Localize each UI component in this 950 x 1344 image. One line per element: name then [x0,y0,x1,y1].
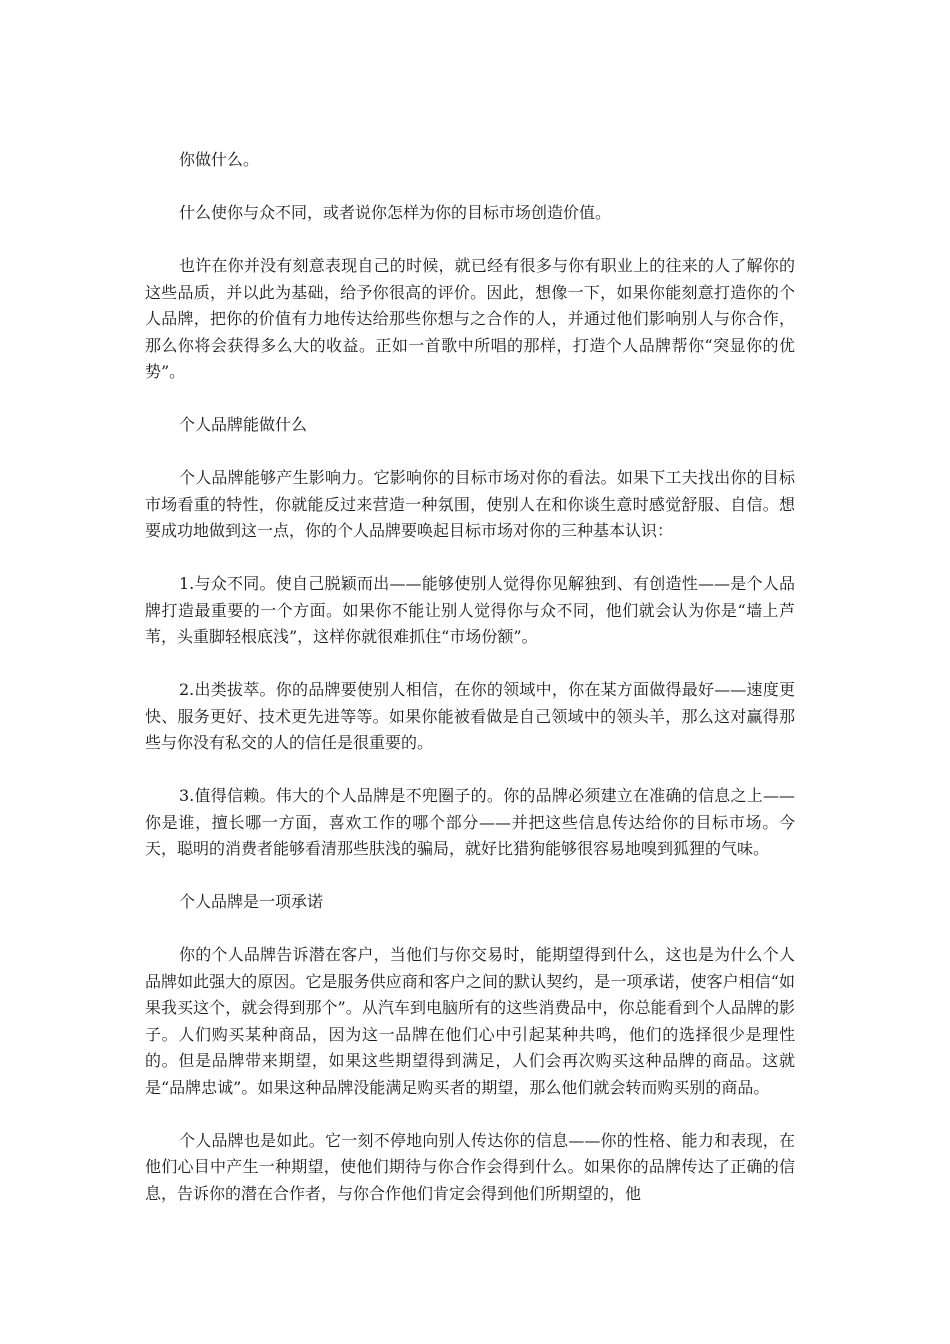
list-item-outstanding: 2.出类拔萃。你的品牌要使别人相信，在你的领域中，你在某方面做得最好——速度更快、服务更好、技术更先进等等。如果你能被看做是自己领域中的领头羊，那么这对赢得那些与你没有私交的人的信任是很重要的。 [145,680,795,752]
paragraph-what-makes-you-different: 什么使你与众不同，或者说你怎样为你的目标市场创造价值。 [179,203,612,222]
document-body [145,147,795,1234]
list-item-distinct: 1.与众不同。使自己脱颖而出——能够使别人觉得你见解独到、有创造性——是个人品牌打造最重要的一个方面。如果你不能让别人觉得你与众不同，他们就会认为你是“墙上芦苇，头重脚轻根底浅”，这样你就很难抓住“市场份额”。 [145,574,795,646]
paragraph-brand-promise: 你的个人品牌告诉潜在客户，当他们与你交易时，能期望得到什么，这也是为什么个人品牌如此强大的原因。它是服务供应商和客户之间的默认契约，是一项承诺，使客户相信“如果我买这个，就会得到那个”。从汽车到电脑所有的这些消费品中，你总能看到个人品牌的影子。人们购买某种商品，因为这一品牌在他们心中引起某种共鸣，他们的选择很少是理性的。但是品牌带来期望，如果这些期望得到满足，人们会再次购买这种品牌的商品。这就是“品牌忠诚”。如果这种品牌没能满足购买者的期望，那么他们就会转而购买别的商品。 [145,945,795,1097]
section-heading-brand-promise: 个人品牌是一项承诺 [179,892,324,911]
list-item-trustworthy: 3.值得信赖。伟大的个人品牌是不兜圈子的。你的品牌必须建立在准确的信息之上——你是谁，擅长哪一方面，喜欢工作的哪个部分——并把这些信息传达给你的目标市场。今天，聪明的消费者能够看清那些肤浅的骗局，就好比猎狗能够很容易地嗅到狐狸的气味。 [145,786,795,858]
paragraph-deliberate-branding: 也许在你并没有刻意表现自己的时候，就已经有很多与你有职业上的往来的人了解你的这些品质，并以此为基础，给予你很高的评价。因此，想像一下，如果你能刻意打造你的个人品牌，把你的价值有力地传达给那些你想与之合作的人，并通过他们影响别人与你合作，那么你将会获得多么大的收益。正如一首歌中所唱的那样，打造个人品牌帮你“突显你的优势”。 [145,256,795,381]
paragraph-what-you-do: 你做什么。 [179,150,260,169]
paragraph-brand-influence: 个人品牌能够产生影响力。它影响你的目标市场对你的看法。如果下工夫找出你的目标市场看重的特性，你就能反过来营造一种氛围，使别人在和你谈生意时感觉舒服、自信。想要成功地做到这一点，你的个人品牌要唤起目标市场对你的三种基本认识： [145,468,795,540]
paragraph-brand-expectation: 个人品牌也是如此。它一刻不停地向别人传达你的信息——你的性格、能力和表现，在他们心目中产生一种期望，使他们期待与你合作会得到什么。如果你的品牌传达了正确的信息，告诉你的潜在合作者，与你合作他们肯定会得到他们所期望的，他 [145,1130,795,1203]
section-heading-what-brand-does: 个人品牌能做什么 [179,415,308,434]
